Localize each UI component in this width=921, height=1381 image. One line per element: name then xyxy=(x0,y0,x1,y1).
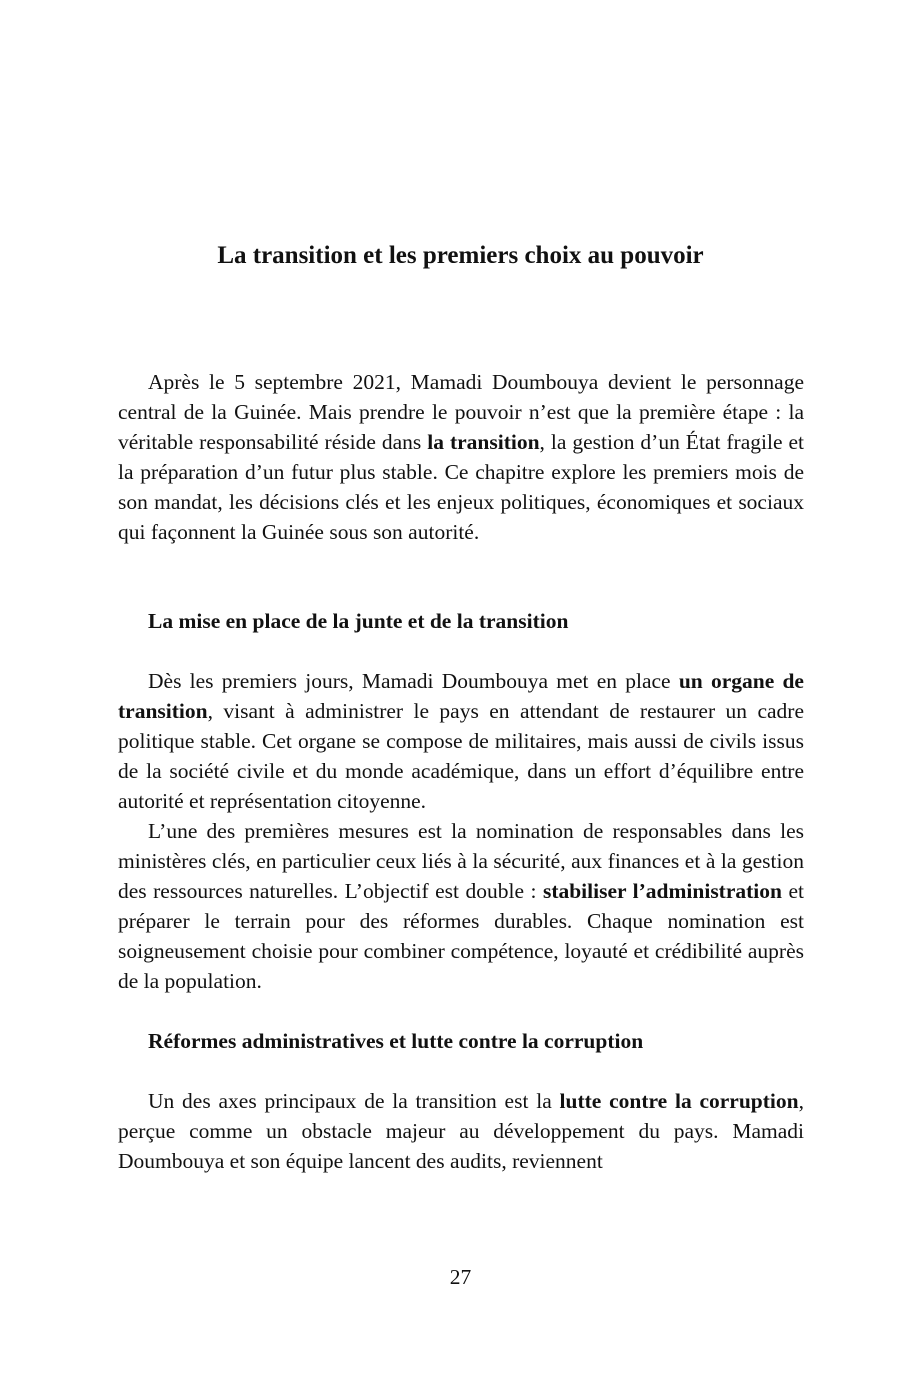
page-number: 27 xyxy=(449,1265,472,1289)
section2-paragraph: Un des axes principaux de la transition est la lutte contre la corruption, perçue comme un obstacle majeur au développement du pays. Mamadi Doumbouya et son équipe lancent des audits, reviennent xyxy=(118,1089,804,1173)
section1-paragraph: Dès les premiers jours, Mamadi Doumbouya met en place un organe de transition, visant à administrer le pays en attendant de restaurer un cadre politique stable. Cet organe se compose de militaires, mais aussi de civils issus de la société civile et du monde académique, dans un effort d’équilibre entre autorité et représentation citoyenne. xyxy=(118,669,804,813)
section2-paragraph-block xyxy=(118,1086,804,1176)
chapter-title: La transition et les premiers choix au pouvoir xyxy=(217,242,704,269)
intro-paragraph-block xyxy=(118,367,804,547)
emphasis-text: la transition xyxy=(427,430,540,454)
section1-paragraph-block xyxy=(118,666,804,996)
section-heading: Réformes administratives et lutte contre la corruption xyxy=(148,1029,644,1053)
emphasis-text: lutte contre la corruption xyxy=(559,1089,799,1113)
intro-paragraph: Après le 5 septembre 2021, Mamadi Doumbouya devient le personnage central de la Guinée. Mais prendre le pouvoir n’est que la première étape : la véritable responsabilité réside dans la transition, la gestion d’un État fragile et la préparation d’un futur plus stable. Ce chapitre explore les premiers mois de son mandat, les décisions clés et les enjeux politiques, économiques et sociaux qui façonnent la Guinée sous son autorité. xyxy=(118,370,804,544)
emphasis-text: un organe de transition xyxy=(118,669,804,723)
emphasis-text: stabiliser l’administration xyxy=(542,879,782,903)
section-heading: La mise en place de la junte et de la transition xyxy=(148,609,569,633)
section1-paragraph: L’une des premières mesures est la nomination de responsables dans les ministères clés, en particulier ceux liés à la sécurité, aux finances et à la gestion des ressources naturelles. L’objectif est double : stabiliser l’administration et préparer le terrain pour des réformes durables. Chaque nomination est soigneusement choisie pour combiner compétence, loyauté et crédibilité auprès de la population. xyxy=(118,819,804,993)
